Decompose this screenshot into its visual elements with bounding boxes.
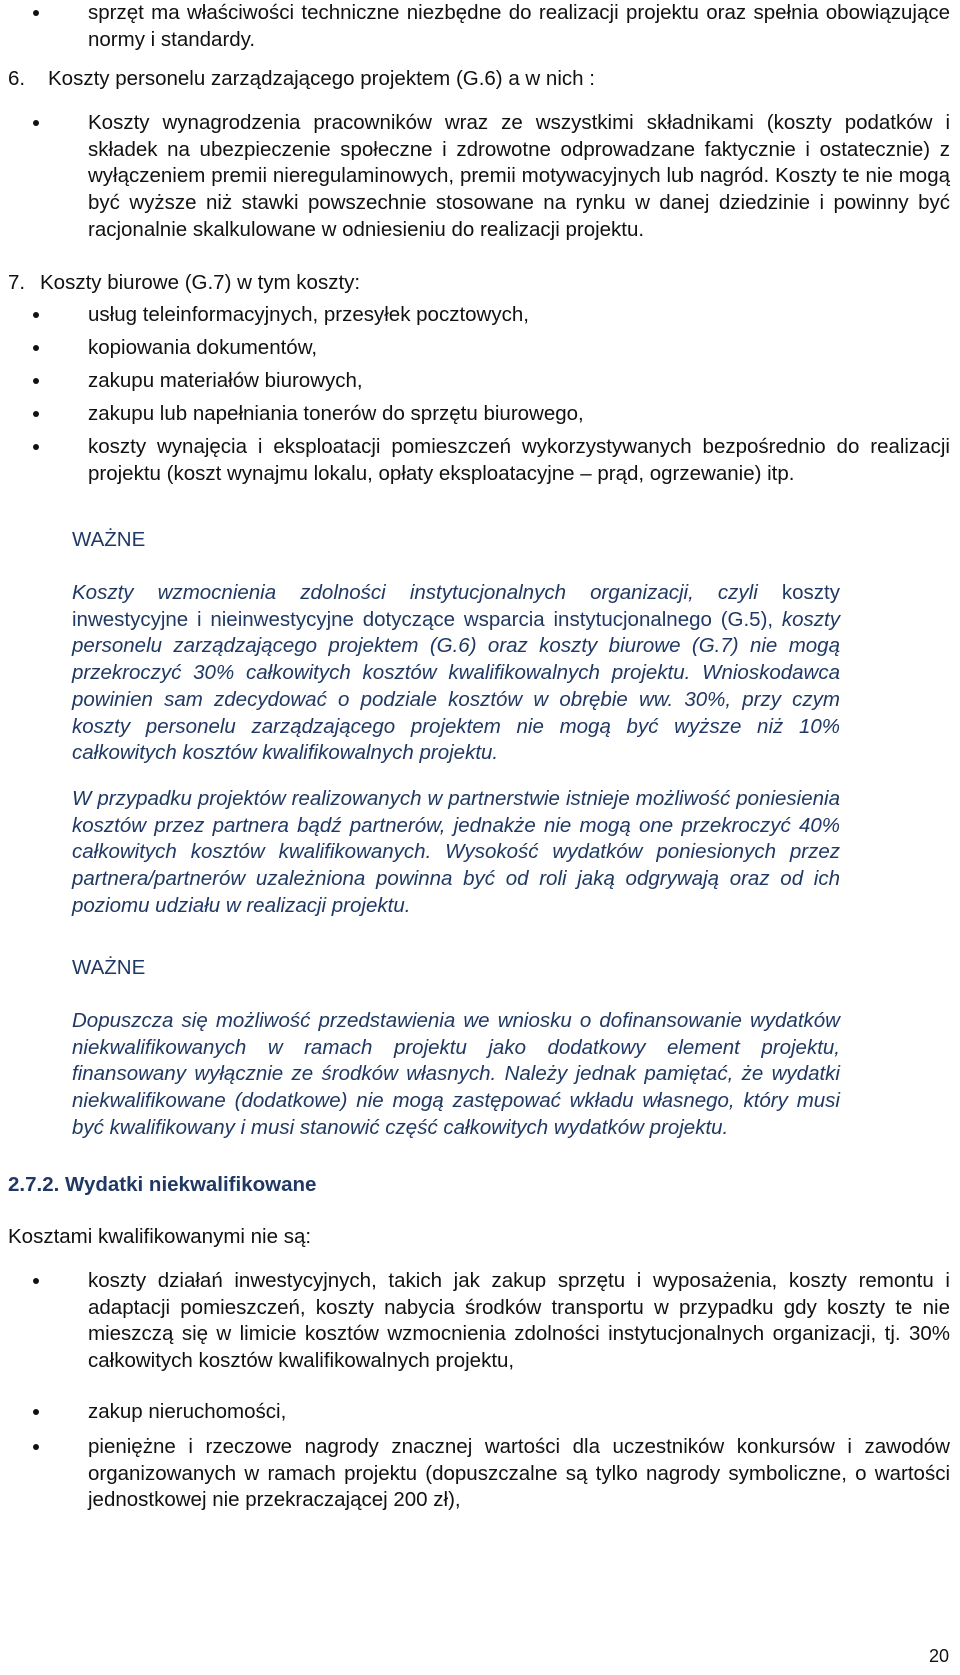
intro-text: Kosztami kwalifikowanymi nie są: [8,1225,312,1248]
important-paragraph: Dopuszcza się możliwość przedstawienia we wniosku o dofinansowanie wydatków niekwalifikowanych w ramach projektu jako dodatkowy element projektu, finansowany wyłącznie ze środków własnych. Należy jednak pamiętać, że wydatki niekwalifikowane (dodatkowe) nie mogą zastępować wkładu własnego, który musi być kwalifikowany i musi stanowić część całkowitych wydatków projektu. [72,1009,840,1139]
important-label: WAŻNE [72,528,146,551]
list-item: koszty działań inwestycyjnych, takich jak zakup sprzętu i wyposażenia, koszty remontu i adaptacji pomieszczeń, koszty nabycia środków transportu w przypadku gdy koszty te nie mieszczą się w limicie kosztów wzmocnienia zdolności instytucjonalnych organizacji, tj. 30% całkowitych kosztów kwalifikowalnych projektu, [88,1269,950,1373]
list-item: zakupu materiałów biurowych, [88,369,363,392]
bullet-icon [33,378,39,384]
bullet-icon [33,1278,39,1284]
list-item: sprzęt ma właściwości techniczne niezbędne do realizacji projektu oraz spełnia obowiązujące normy i standardy. [88,1,950,51]
important-paragraph: W przypadku projektów realizowanych w partnerstwie istnieje możliwość poniesienia kosztów przez partnera bądź partnerów, jednakże nie mogą one przekroczyć 40% całkowitych kosztów kwalifikowanych. Wysokość wydatków poniesionych przez partnera/partnerów uzależniona powinna być od roli jaką odgrywają oraz od ich poziomu udziału w realizacji projektu. [72,787,840,917]
section-number: 2.7.2. [8,1173,60,1196]
item-heading: Koszty biurowe (G.7) w tym koszty: [40,271,361,294]
list-item: usług teleinformacyjnych, przesyłek pocztowych, [88,303,529,326]
important-text: Koszty wzmocnienia zdolności instytucjonalnych organizacji, czyli [72,581,758,604]
bullet-icon [33,444,39,450]
list-item: pieniężne i rzeczowe nagrody znacznej wartości dla uczestników konkursów i zawodów organizowanych w ramach projektu (dopuszczalne są tylko nagrody symboliczne, o wartości jednostkowej nie przekraczającej 200 zł), [88,1435,950,1512]
bullet-icon [33,345,39,351]
important-text: koszty inwestycyjne i nieinwestycyjne dotyczące wsparcia instytucjonalnego (G.5), [72,581,841,631]
important-text: koszty personelu zarządzającego projektem (G.6) oraz koszty biurowe (G.7) nie mogą przekroczyć 30% całkowitych kosztów kwalifikowalnych projektu. [72,607,840,685]
bullet-icon [33,120,39,126]
important-paragraph [72,580,840,767]
list-item: Koszty wynagrodzenia pracowników wraz ze wszystkimi składnikami (koszty podatków i składek na ubezpieczenie społeczne i zdrowotne odprowadzane faktycznie i ostatecznie) z wyłączeniem premii nieregulaminowych, premii motywacyjnych lub nagród. Koszty te nie mogą być wyższe niż stawki powszechnie stosowane na rynku w danej dziedzinie i powinny być racjonalnie skalkulowane w odniesieniu do realizacji projektu. [88,111,950,241]
list-item: zakupu lub napełniania tonerów do sprzętu biurowego, [88,402,584,425]
item-heading: Koszty personelu zarządzającego projektem (G.6) a w nich : [48,67,595,90]
page-number: 20 [929,1646,950,1666]
section-heading [8,1172,316,1199]
item-number: 7. [8,271,26,294]
list-item: koszty wynajęcia i eksploatacji pomieszczeń wykorzystywanych bezpośrednio do realizacji projektu (koszt wynajmu lokalu, opłaty eksploatacyjne – prąd, ogrzewanie) itp. [88,435,950,485]
bullet-icon [33,411,39,417]
item-number: 6. [8,67,26,90]
section-title: Wydatki niekwalifikowane [65,1173,317,1196]
bullet-icon [33,1409,39,1415]
list-item: zakup nieruchomości, [88,1400,287,1423]
list-item: kopiowania dokumentów, [88,336,318,359]
important-text: Wnioskodawca powinien sam zdecydować o podziale kosztów w obrębie ww. 30%, przy czym koszty personelu zarządzającego projektem nie mogą być wyższe niż 10% całkowitych kosztów kwalifikowalnych projektu. [72,661,840,765]
bullet-icon [33,10,39,16]
bullet-icon [33,1444,39,1450]
bullet-icon [33,312,39,318]
important-label: WAŻNE [72,956,146,979]
